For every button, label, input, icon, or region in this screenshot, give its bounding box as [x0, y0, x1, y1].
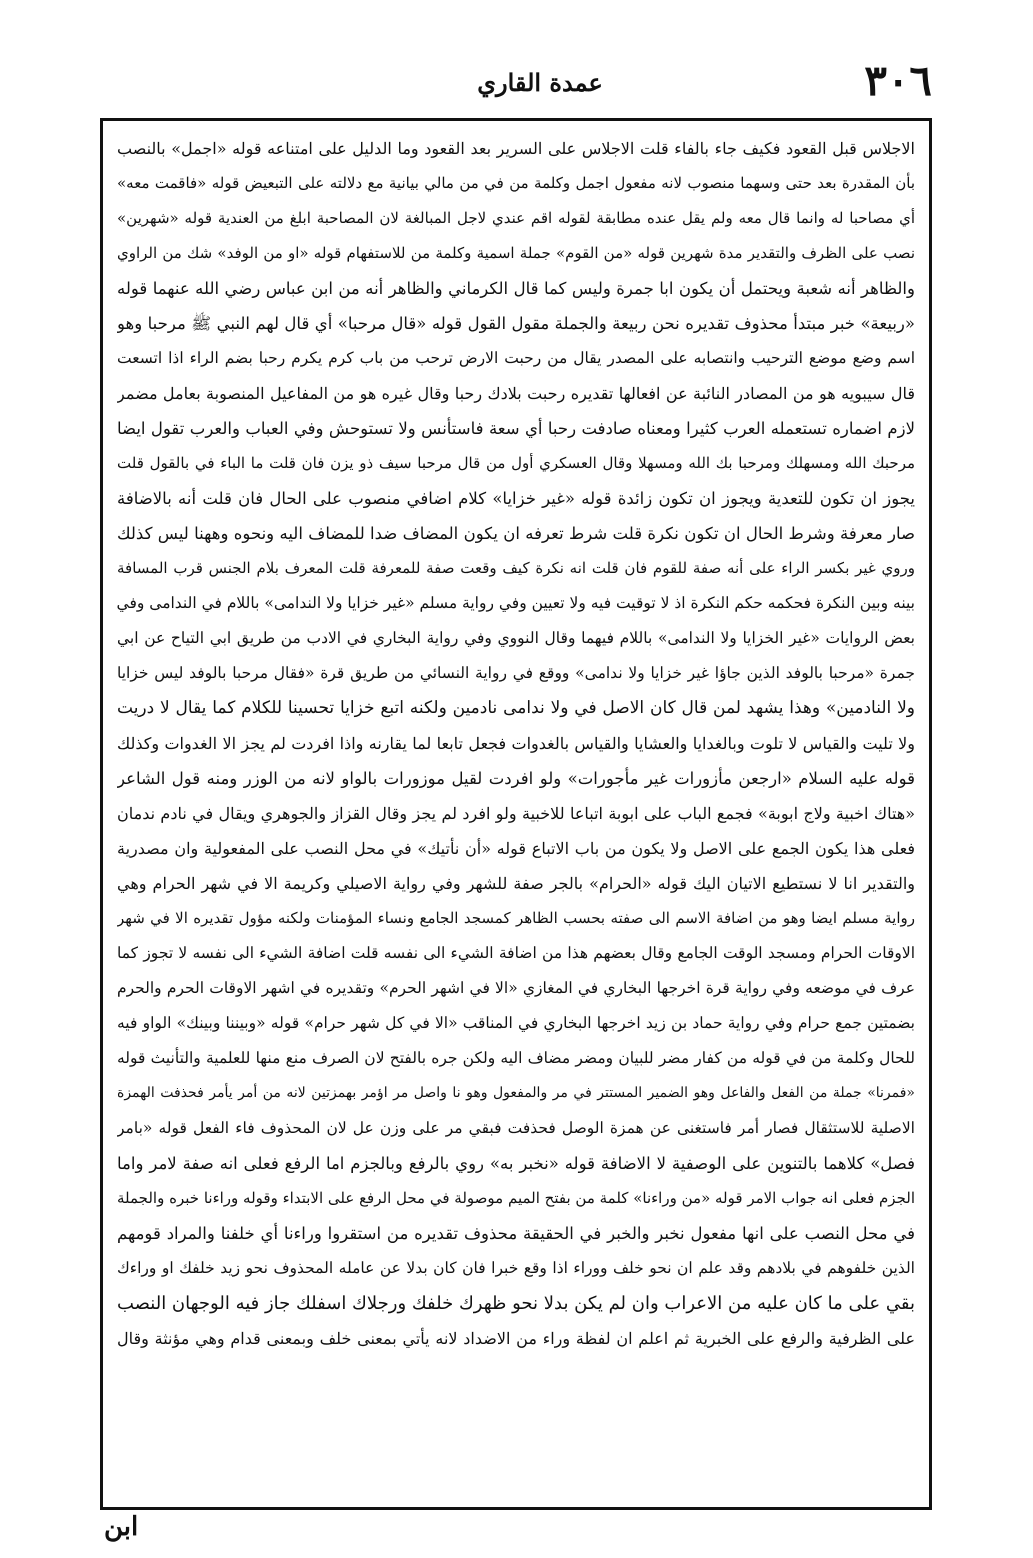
- text-line: «ربيعة» خبر مبتدأ محذوف تقديره نحن ربيعة والجملة مقول القول قوله «قال مرحبا» أي قال لهم النبي ﷺ مرحبا وهو: [117, 314, 915, 333]
- text-line: فصل» كلاهما بالتنوين على الوصفية لا الاضافة قوله «نخبر به» روي بالرفع وبالجزم اما الرفع فعلى انه صفة لامر واما: [117, 1154, 915, 1173]
- text-line: بقي على ما كان عليه من الاعراب وان لم يكن بدلا نحو ظهرك خلفك ورجلاك اسفلك جاز فيه الوجهان النصب: [117, 1293, 915, 1314]
- text-line: بضمتين جمع حرام وفي رواية حماد بن زيد اخرجها البخاري في المناقب «الا في كل شهر حرام» قوله «وبيننا وبينك» الواو فيه: [117, 1014, 915, 1032]
- text-line: الاوقات الحرام ومسجد الوقت الجامع وقال بعضهم هذا من اضافة الشيء الى نفسه قلت اضافة الشيء الى نفسه لا تجوز كما: [117, 944, 915, 962]
- text-line: فعلى هذا يكون الجمع على الاصل ولا يكون من باب الاتباع قوله «أن نأتيك» في محل النصب على المفعولية وان مصدرية: [117, 839, 915, 858]
- text-line: على الظرفية والرفع على الخبرية ثم اعلم ان لفظة وراء من الاضداد لانه يأتي بمعنى خلف وبمعنى قدام وهي مؤنثة وقال: [117, 1329, 915, 1348]
- running-title: عمدة القاري: [477, 68, 603, 97]
- text-line: ولا تليت والقياس لا تلوت وبالغدايا والعشايا والقياس بالغدوات فجعل تابعا لما يقارنه واذا افردت لم يجز الا الغدوات وكذلك: [117, 734, 915, 753]
- text-line: ولا النادمين» وهذا يشهد لمن قال كان الاصل في ولا ندامى نادمين ولكنه اتبع خزايا تحسينا للكلام كما يقال لا دريت: [117, 698, 915, 718]
- text-line: قوله عليه السلام «ارجعن مأزورات غير مأجورات» ولو افردت لقيل موزورات بالواو لانه من الوزر ومنه قول الشاعر: [117, 769, 915, 788]
- text-line: وروي غير بكسر الراء على أنه صفة للقوم فان قلت انه نكرة كيف وقعت صفة للمعرفة قلت المعرف بلام الجنس قرب المسافة: [117, 559, 915, 577]
- text-line: بعض الروايات «غير الخزايا ولا الندامى» باللام فيهما وقال النووي وفي رواية البخاري في الادب من طريق ابي التياح عن ابي: [117, 629, 915, 647]
- text-line: نصب على الظرف والتقدير مدة شهرين قوله «من القوم» جملة اسمية وكلمة من للاستفهام قوله «او من الوفد» شك من الراوي: [117, 244, 915, 262]
- text-line: في محل النصب على انها مفعول نخبر والخبر في الحقيقة محذوف تقديره من استقروا وراءنا أي خلفنا والمراد قومهم: [117, 1224, 915, 1243]
- text-frame: [100, 118, 932, 1510]
- page-header: [100, 56, 940, 116]
- text-line: لازم اضماره تستعمله العرب كثيرا ومعناه صادفت رحبا أي سعة فاستأنس ولا تستوحش وفي العباب والعرب تقول ايضا: [117, 419, 915, 438]
- text-line: صار معرفة وشرط الحال ان تكون نكرة قلت شرط تعرفه ان يكون المضاف ضدا للمضاف اليه ونحوه وههنا ليس كذلك: [117, 524, 915, 543]
- text-line: يجوز ان تكون للتعدية ويجوز ان تكون زائدة قوله «غير خزايا» كلام اضافي منصوب على الحال فان قلت أنه بالاضافة: [117, 489, 915, 508]
- body-text: [117, 131, 915, 1497]
- text-line: أي مصاحبا له وانما قال معه ولم يقل عنده مطابقة لقوله اقم عندي لاجل المبالغة لان المصاحبة ابلغ من العندية قوله «شهرين»: [117, 209, 915, 227]
- text-line: والظاهر أنه شعبة ويحتمل أن يكون ابا جمرة وليس كما قال الكرماني والظاهر أنه من ابن عباس رضي الله عنهما قوله: [117, 279, 915, 298]
- text-line: جمرة «مرحبا بالوفد الذين جاؤا غير خزايا ولا ندامى» ووقع في رواية النسائي من طريق قرة «فقال مرحبا بالوفد ليس خزايا: [117, 664, 915, 682]
- text-line: رواية مسلم ايضا وهو من اضافة الاسم الى صفته بحسب الظاهر كمسجد الجامع ونساء المؤمنات ولكنه مؤول تقديره الا في شهر: [117, 909, 915, 927]
- text-line: الاصلية للاستثقال فصار أمر فاستغنى عن همزة الوصل فحذفت فبقي مر على وزن عل لان المحذوف فاء الفعل قوله «بامر: [117, 1119, 915, 1137]
- text-line: اسم وضع موضع الترحيب وانتصابه على المصدر يقال من رحبت الارض ترحب من باب كرم يكرم رحبا بضم الراء اذا اتسعت: [117, 349, 915, 367]
- text-line: بأن المقدرة بعد حتى وسهما منصوب لانه مفعول اجمل وكلمة من في من مالي بيانية مع دلالته على التبعيض قوله «فاقمت معه»: [117, 174, 915, 192]
- text-line: الذين خلفوهم في بلادهم وقد علم ان نحو خلف ووراء اذا وقع خبرا فان كان بدلا عن عامله المحذوف نحو زيد خلفك او وراءك: [117, 1259, 915, 1277]
- text-line: بينه وبين النكرة فحكمه حكم النكرة اذ لا توقيت فيه ولا تعيين وفي رواية مسلم «غير خزايا ولا الندامى» باللام في الندامى وفي: [117, 594, 915, 612]
- text-line: عرف في موضعه وفي رواية قرة اخرجها البخاري في المغازي «الا في اشهر الحرم» وتقديره في اشهر الاوقات الحرم والحرم: [117, 979, 915, 997]
- text-line: قال سيبويه هو من المصادر النائبة عن افعالها تقديره رحبت بلادك رحبا وقال غيره هو من المفاعيل المنصوبة بعامل مضمر: [117, 384, 915, 403]
- text-line: الجزم فعلى انه جواب الامر قوله «من وراءنا» كلمة من بفتح الميم موصولة في محل الرفع على الابتداء وقوله وراءنا خبره والجملة: [117, 1189, 915, 1207]
- text-line: مرحبك الله ومسهلك ومرحبا بك الله ومسهلا وقال العسكري أول من قال مرحبا سيف ذو يزن فان قلت ما الباء في بالقول قلت: [117, 454, 915, 472]
- text-line: «فمرنا» جملة من الفعل والفاعل وهو الضمير المستتر في مر والمفعول وهو نا واصل مر اؤمر بهمزتين لانه من أمر يأمر فحذفت الهمزة: [117, 1085, 915, 1101]
- text-line: والتقدير انا لا نستطيع الاتيان اليك قوله «الحرام» بالجر صفة للشهر وفي رواية الاصيلي وكريمة الا في شهر الحرام وهي: [117, 874, 915, 893]
- text-line: الاجلاس قبل القعود فكيف جاء بالفاء قلت الاجلاس على السرير بعد القعود وما الدليل على امتناعه قوله «اجمل» بالنصب: [117, 139, 915, 158]
- text-line: للحال وكلمة من في قوله من كفار مضر للبيان ومضر مضاف اليه ولكن جره بالفتح لان الصرف منع منها للعلمية والتأنيث قوله: [117, 1049, 915, 1067]
- text-line: «هتاك اخبية ولاج ابوبة» فجمع الباب على ابوبة اتباعا للاخبية ولو افرد لم يجز وقال القزاز والجوهري ويقال في نادم ندمان: [117, 804, 915, 823]
- page-number: ٣٠٦: [864, 56, 932, 105]
- catchword: ابن: [104, 1512, 139, 1542]
